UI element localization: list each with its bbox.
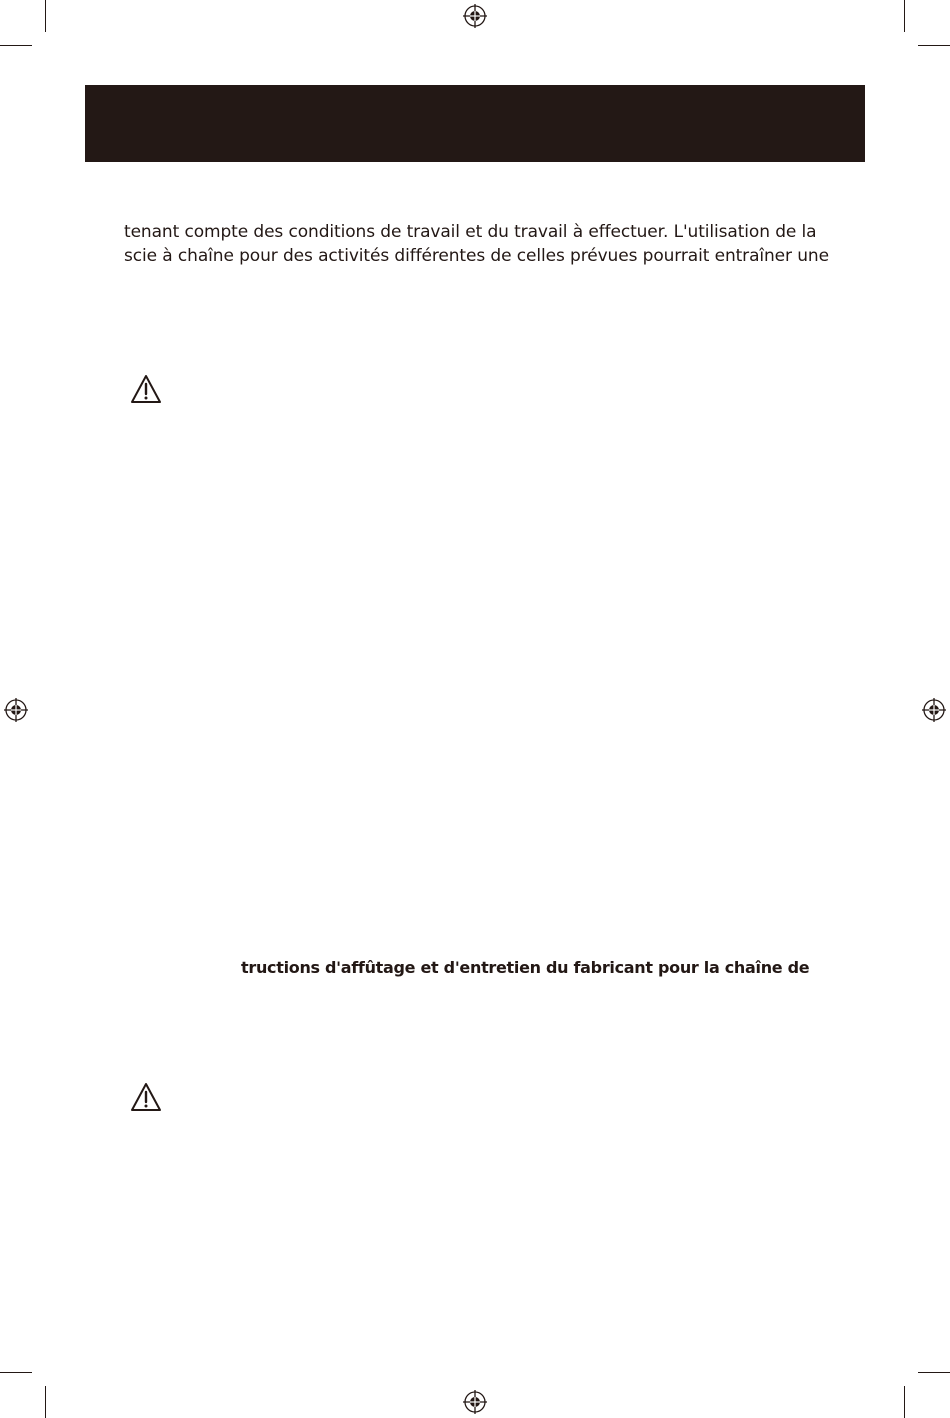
crop-mark-top-left-horizontal [0,45,32,46]
registration-mark-icon [4,698,28,722]
crop-mark-top-left-vertical [45,0,46,32]
warning-triangle-icon [130,374,162,404]
crop-mark-bottom-right-vertical [904,1386,905,1418]
header-bar [85,85,865,162]
registration-mark-icon [463,1390,487,1414]
warning-triangle-icon [130,1082,162,1112]
crop-mark-bottom-left-horizontal [0,1372,32,1373]
crop-mark-bottom-left-vertical [45,1386,46,1418]
body-text-line-1: tenant compte des conditions de travail et du travail à effectuer. L'utilisation de la [124,222,817,242]
body-text-line-2: scie à chaîne pour des activités différentes de celles prévues pourrait entraîner une [124,246,829,266]
registration-mark-icon [463,4,487,28]
bold-text-line: tructions d'affûtage et d'entretien du fabricant pour la chaîne de [241,958,810,977]
crop-mark-bottom-right-horizontal [918,1372,950,1373]
crop-mark-top-right-horizontal [918,45,950,46]
registration-mark-icon [922,698,946,722]
crop-mark-top-right-vertical [904,0,905,32]
